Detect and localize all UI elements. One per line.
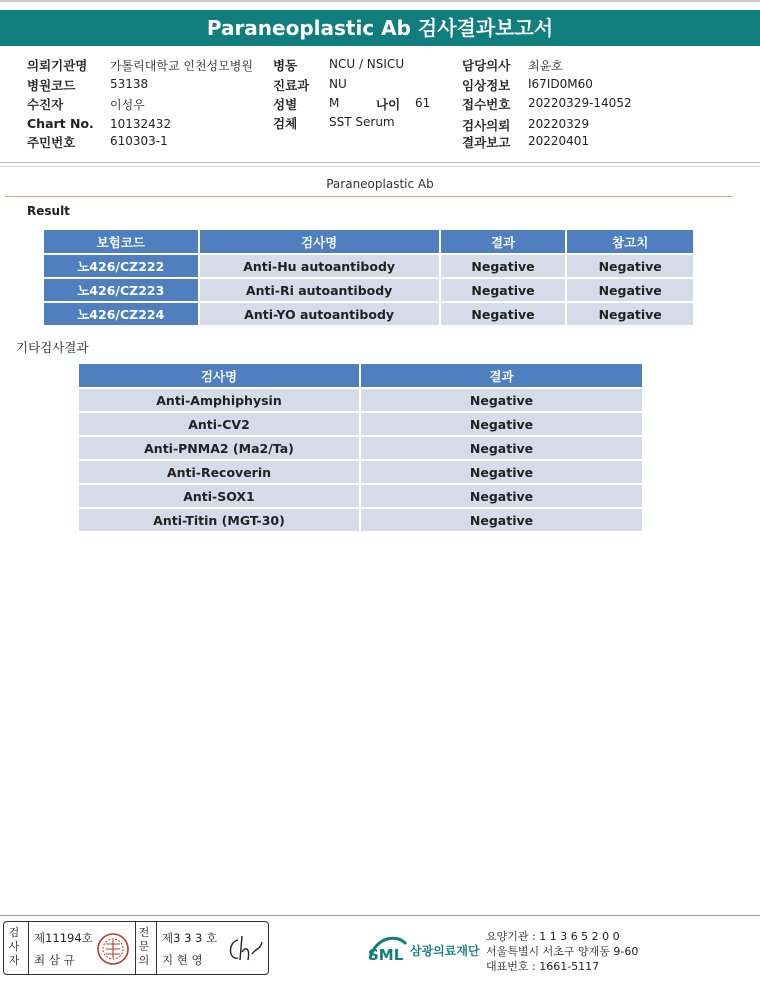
info-value: 가톨릭대학교 인천성모병원 — [110, 59, 253, 73]
info-divider — [0, 162, 760, 163]
header-test-name: 검사명 — [79, 364, 361, 387]
other-tests-label: 기타검사결과 — [16, 340, 89, 355]
info-label: 진료과 — [273, 78, 310, 93]
phone-number: 대표번호 : 1661-5117 — [486, 960, 600, 973]
insurance-code-cell: 노426/CZ222 — [44, 253, 200, 277]
info-value: 610303-1 — [110, 134, 168, 148]
header-insurance-code: 보험코드 — [44, 230, 200, 253]
insurance-code-cell: 노426/CZ224 — [44, 301, 200, 325]
test-name-cell: Anti-SOX1 — [79, 483, 361, 507]
seal-stamp-icon — [96, 932, 130, 966]
result-cell: Negative — [441, 277, 568, 301]
info-divider-2 — [0, 166, 760, 167]
insurance-code-cell: 노426/CZ223 — [44, 277, 200, 301]
divider — [156, 922, 157, 974]
info-label: 담당의사 — [462, 58, 511, 73]
info-label: 접수번호 — [462, 97, 511, 112]
top-border — [0, 0, 760, 2]
info-value: 61 — [415, 96, 431, 110]
section-underline — [5, 196, 733, 197]
footer-divider — [0, 915, 760, 916]
result-cell: Negative — [361, 483, 642, 507]
sml-logo-text: SML — [368, 946, 404, 964]
table-row — [79, 507, 642, 531]
result-cell: Negative — [361, 387, 642, 411]
info-value: 10132432 — [110, 117, 172, 131]
info-value: 20220329 — [528, 117, 590, 131]
other-tests-table — [79, 364, 642, 531]
section-title: Paraneoplastic Ab — [326, 177, 434, 191]
info-value: M — [329, 96, 340, 110]
test-name-cell: Anti-PNMA2 (Ma2/Ta) — [79, 435, 361, 459]
test-name-cell: Anti-Recoverin — [79, 459, 361, 483]
info-label: 나이 — [376, 97, 401, 112]
info-label: 결과보고 — [462, 135, 511, 150]
result-table — [44, 230, 693, 325]
info-value: 최윤호 — [528, 59, 563, 73]
signature-icon — [224, 932, 264, 966]
reference-cell: Negative — [567, 277, 693, 301]
header-reference: 참고치 — [567, 230, 693, 253]
result-label: Result — [27, 204, 70, 218]
result-cell: Negative — [441, 253, 568, 277]
doctor-label: 전문의 — [138, 926, 150, 967]
result-cell: Negative — [441, 301, 568, 325]
divider — [28, 922, 29, 974]
info-label: 임상정보 — [462, 78, 511, 93]
examiner-license: 제11194호 — [34, 931, 93, 945]
test-name-cell: Anti-CV2 — [79, 411, 361, 435]
doctor-name: 지 현 영 — [162, 953, 203, 967]
table-row — [44, 301, 693, 325]
info-label: 수진자 — [27, 97, 64, 112]
info-value: I67ID0M60 — [528, 77, 593, 91]
header-test-name: 검사명 — [200, 230, 441, 253]
info-label: 병원코드 — [27, 78, 76, 93]
test-name-cell: Anti-Hu autoantibody — [200, 253, 441, 277]
table-row — [79, 387, 642, 411]
report-title: Paraneoplastic Ab 검사결과보고서 — [0, 10, 760, 46]
info-value: 20220329-14052 — [528, 96, 632, 110]
table-row — [44, 253, 693, 277]
examiner-name: 최 삼 규 — [34, 953, 75, 967]
address-line: 서울특별시 서초구 양재동 9-60 — [486, 945, 639, 958]
result-cell: Negative — [361, 411, 642, 435]
table-row — [44, 277, 693, 301]
info-label: 주민번호 — [27, 135, 76, 150]
test-name-cell: Anti-Ri autoantibody — [200, 277, 441, 301]
info-label: 검체 — [273, 116, 298, 131]
reference-cell: Negative — [567, 301, 693, 325]
info-value: 53138 — [110, 77, 149, 91]
test-name-cell: Anti-Titin (MGT-30) — [79, 507, 361, 531]
divider — [135, 922, 136, 974]
examiner-label: 검사자 — [8, 926, 20, 967]
info-label: 의뢰기관명 — [27, 58, 88, 73]
table-row — [79, 459, 642, 483]
header-result: 결과 — [361, 364, 642, 387]
info-value: SST Serum — [329, 115, 395, 129]
result-cell: Negative — [361, 507, 642, 531]
test-name-cell: Anti-YO autoantibody — [200, 301, 441, 325]
info-label: Chart No. — [27, 116, 94, 131]
test-name-cell: Anti-Amphiphysin — [79, 387, 361, 411]
info-label: 병동 — [273, 58, 298, 73]
org-address — [486, 929, 638, 974]
doctor-license: 제3 3 3 호 — [162, 931, 218, 945]
info-value: 20220401 — [528, 134, 590, 148]
institution-code: 요양기관 : 1 1 3 6 5 2 0 0 — [486, 930, 620, 943]
signature-box — [3, 921, 269, 975]
table-row — [79, 435, 642, 459]
header-result: 결과 — [441, 230, 568, 253]
info-value: 이성우 — [110, 98, 145, 112]
info-label: 성별 — [273, 97, 298, 112]
table-row — [79, 411, 642, 435]
info-value: NCU / NSICU — [329, 57, 405, 71]
info-label: 검사의뢰 — [462, 118, 511, 133]
table-row — [79, 483, 642, 507]
info-value: NU — [329, 77, 347, 91]
reference-cell: Negative — [567, 253, 693, 277]
org-name: 삼광의료재단 — [410, 944, 480, 958]
sml-logo-icon — [366, 930, 408, 970]
result-cell: Negative — [361, 435, 642, 459]
result-cell: Negative — [361, 459, 642, 483]
